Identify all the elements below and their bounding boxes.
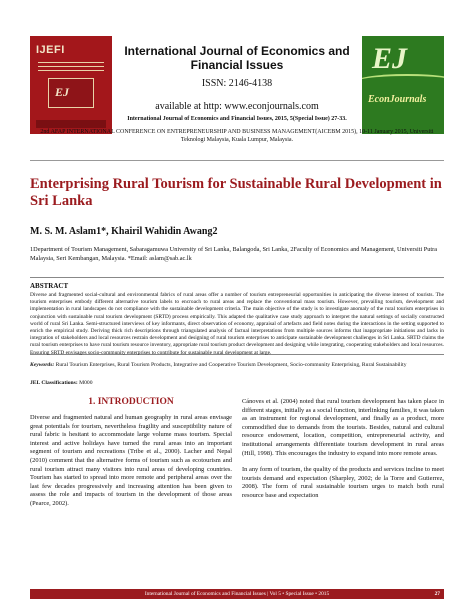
keywords (30, 362, 444, 369)
journal-title: International Journal of Economics and Financial Issues (124, 44, 350, 72)
page-footer (30, 589, 444, 599)
right-column (242, 398, 444, 501)
econjournals-logo-brand: EconJournals (368, 94, 427, 105)
jel-classifications (30, 380, 93, 386)
issn: ISSN: 2146-4138 (201, 78, 273, 89)
divider (30, 160, 444, 161)
ijefi-logo-text: IJEFI (36, 44, 65, 56)
section-title: 1. INTRODUCTION (88, 397, 174, 407)
econjournals-logo-mark: EJ (372, 42, 408, 75)
paragraph: Cánoves et al. (2004) noted that rural tourism development has taken place in different stages, initially as a social function, interlinking families, it was taken as an instrument for regional development, and finally as a product, more commodified due to demands from the tourists. Besides, natural and cultural resource endowment, location, competition, entrepreneurial activity, and institutional arrangements differentiate tourism development in rural areas (Hill, 1998). This encourages the industry to expand into more remote areas. (242, 398, 444, 457)
jel-code: M000 (79, 380, 93, 386)
footer-text: International Journal of Economics and Financial Issues | Vol 5 • Special Issue • 2015 (144, 591, 330, 597)
abstract-heading: ABSTRACT (30, 282, 69, 290)
conference-info: 2nd AFAP INTERNATIONAL CONFERENCE ON ENTREPRENEURSHIP AND BUSINESS MANAGEMENT(AICEBM 2015), 10-11 January 2015, Universiti Teknologi Malaysia, Kuala Lumpur, Malaysia. (40, 129, 434, 143)
jel-label: JEL Classifications: (30, 380, 78, 386)
ijefi-logo: IJEFI EJ (30, 36, 112, 134)
keywords-label: Keywords: (30, 362, 55, 368)
left-column (30, 414, 232, 509)
keywords-text: Rural Tourism Enterprises, Rural Tourism Products, Integrative and Cooperative Tourism Development, Socio-community Enterprising, Rural Sustainability (55, 362, 407, 368)
affiliations: 1Department of Tourism Management, Sabaragamuwa University of Sri Lanka, Balangoda, Sri Lanka, 2Faculty of Economics and Management, Universiti Putra Malaysia, Seri Kembangan, Malaysia. *Email: aslam@sab.ac.lk (30, 246, 438, 262)
econjournals-logo (362, 36, 444, 134)
journal-info (122, 44, 352, 122)
available-at: available at http: www.econjournals.com (155, 101, 319, 112)
paragraph: In any form of tourism, the quality of the products and services incline to meet tourists demand and expectation (Sharpley, 2002; de la Torre and Gutierrez, 2008). The form of rural sustainable tourism urges to match both rural resource base and expectation (242, 466, 444, 499)
paragraph: Diverse and fragmented natural and human geography in rural areas envisage great potentials for tourism, nevertheless fragility and susceptibility nature of rural fabric is hesitant to accommodate large volume mass tourism. Special interest and active holidays have turned the rural areas into an important segment of tourism and recreations (Tribe et al., 2000). Lacher and Nepal (2010) comment that the alternative forms of tourism such as ecotourism and rural tourism attract many visitors into rural areas of developing countries. Tourism has started to spread into more remote and peripheral areas over the last few decades progressively and increasing attention has been given to assess the role and impacts of tourism in the development of those areas (Pearce, 2002). (30, 414, 232, 507)
page-number: 27 (434, 591, 440, 597)
abstract-text: Diverse and fragmented social-cultural and environmental fabrics of rural areas offer a number of tourism entrepreneurial opportunities in anticipating the diverse interest of tourists. The tourism enterprises embody different alternative tourism labels to encroach to rural areas and replace the conventional mass tourism. However, prevailing tourism, development and implementation in rural landscapes do not compliance with the sustainable development criteria. The main objective of the study is to investigate anomaly of the rural tourism enterprises in conjunction with sustainable rural tourism development (SRTD) process empirically. This adapted the qualitative case study approach to interpret the natural settings of socially constructed world of rural Sri Lanka. Semi-structured interviews of key informants, direct observation of economy, appraisal of artefacts and field notes during the interactions in the setting supported to enrich the empirical study. Deriving thick rich descriptions through triangulated analysis of factual interpretations from multiple sources informs that inappropriate initiations and lacks in integration of stakeholders and local resources restrain development and designing of rural tourism enterprises to anticipate sustainable development challenges in Sri Lanka. SRTD claims the rural tourism enterprises to have rural tourism resource inventory, appropriate rural tourism product development and designing while integrating, cooperating stakeholders and local resources. Ensuring SRTD envisages socio-community enterprises to contribute for sustainable rural development at large. (30, 292, 444, 356)
journal-header (30, 36, 444, 134)
paper-title: Enterprising Rural Tourism for Sustainable Rural Development in Sri Lanka (30, 176, 442, 209)
volume-info: International Journal of Economics and Financial Issues, 2015, 5(Special Issue) 27-33. (127, 116, 347, 122)
authors: M. S. M. Aslam1*, Khairil Wahidin Awang2 (30, 226, 218, 237)
